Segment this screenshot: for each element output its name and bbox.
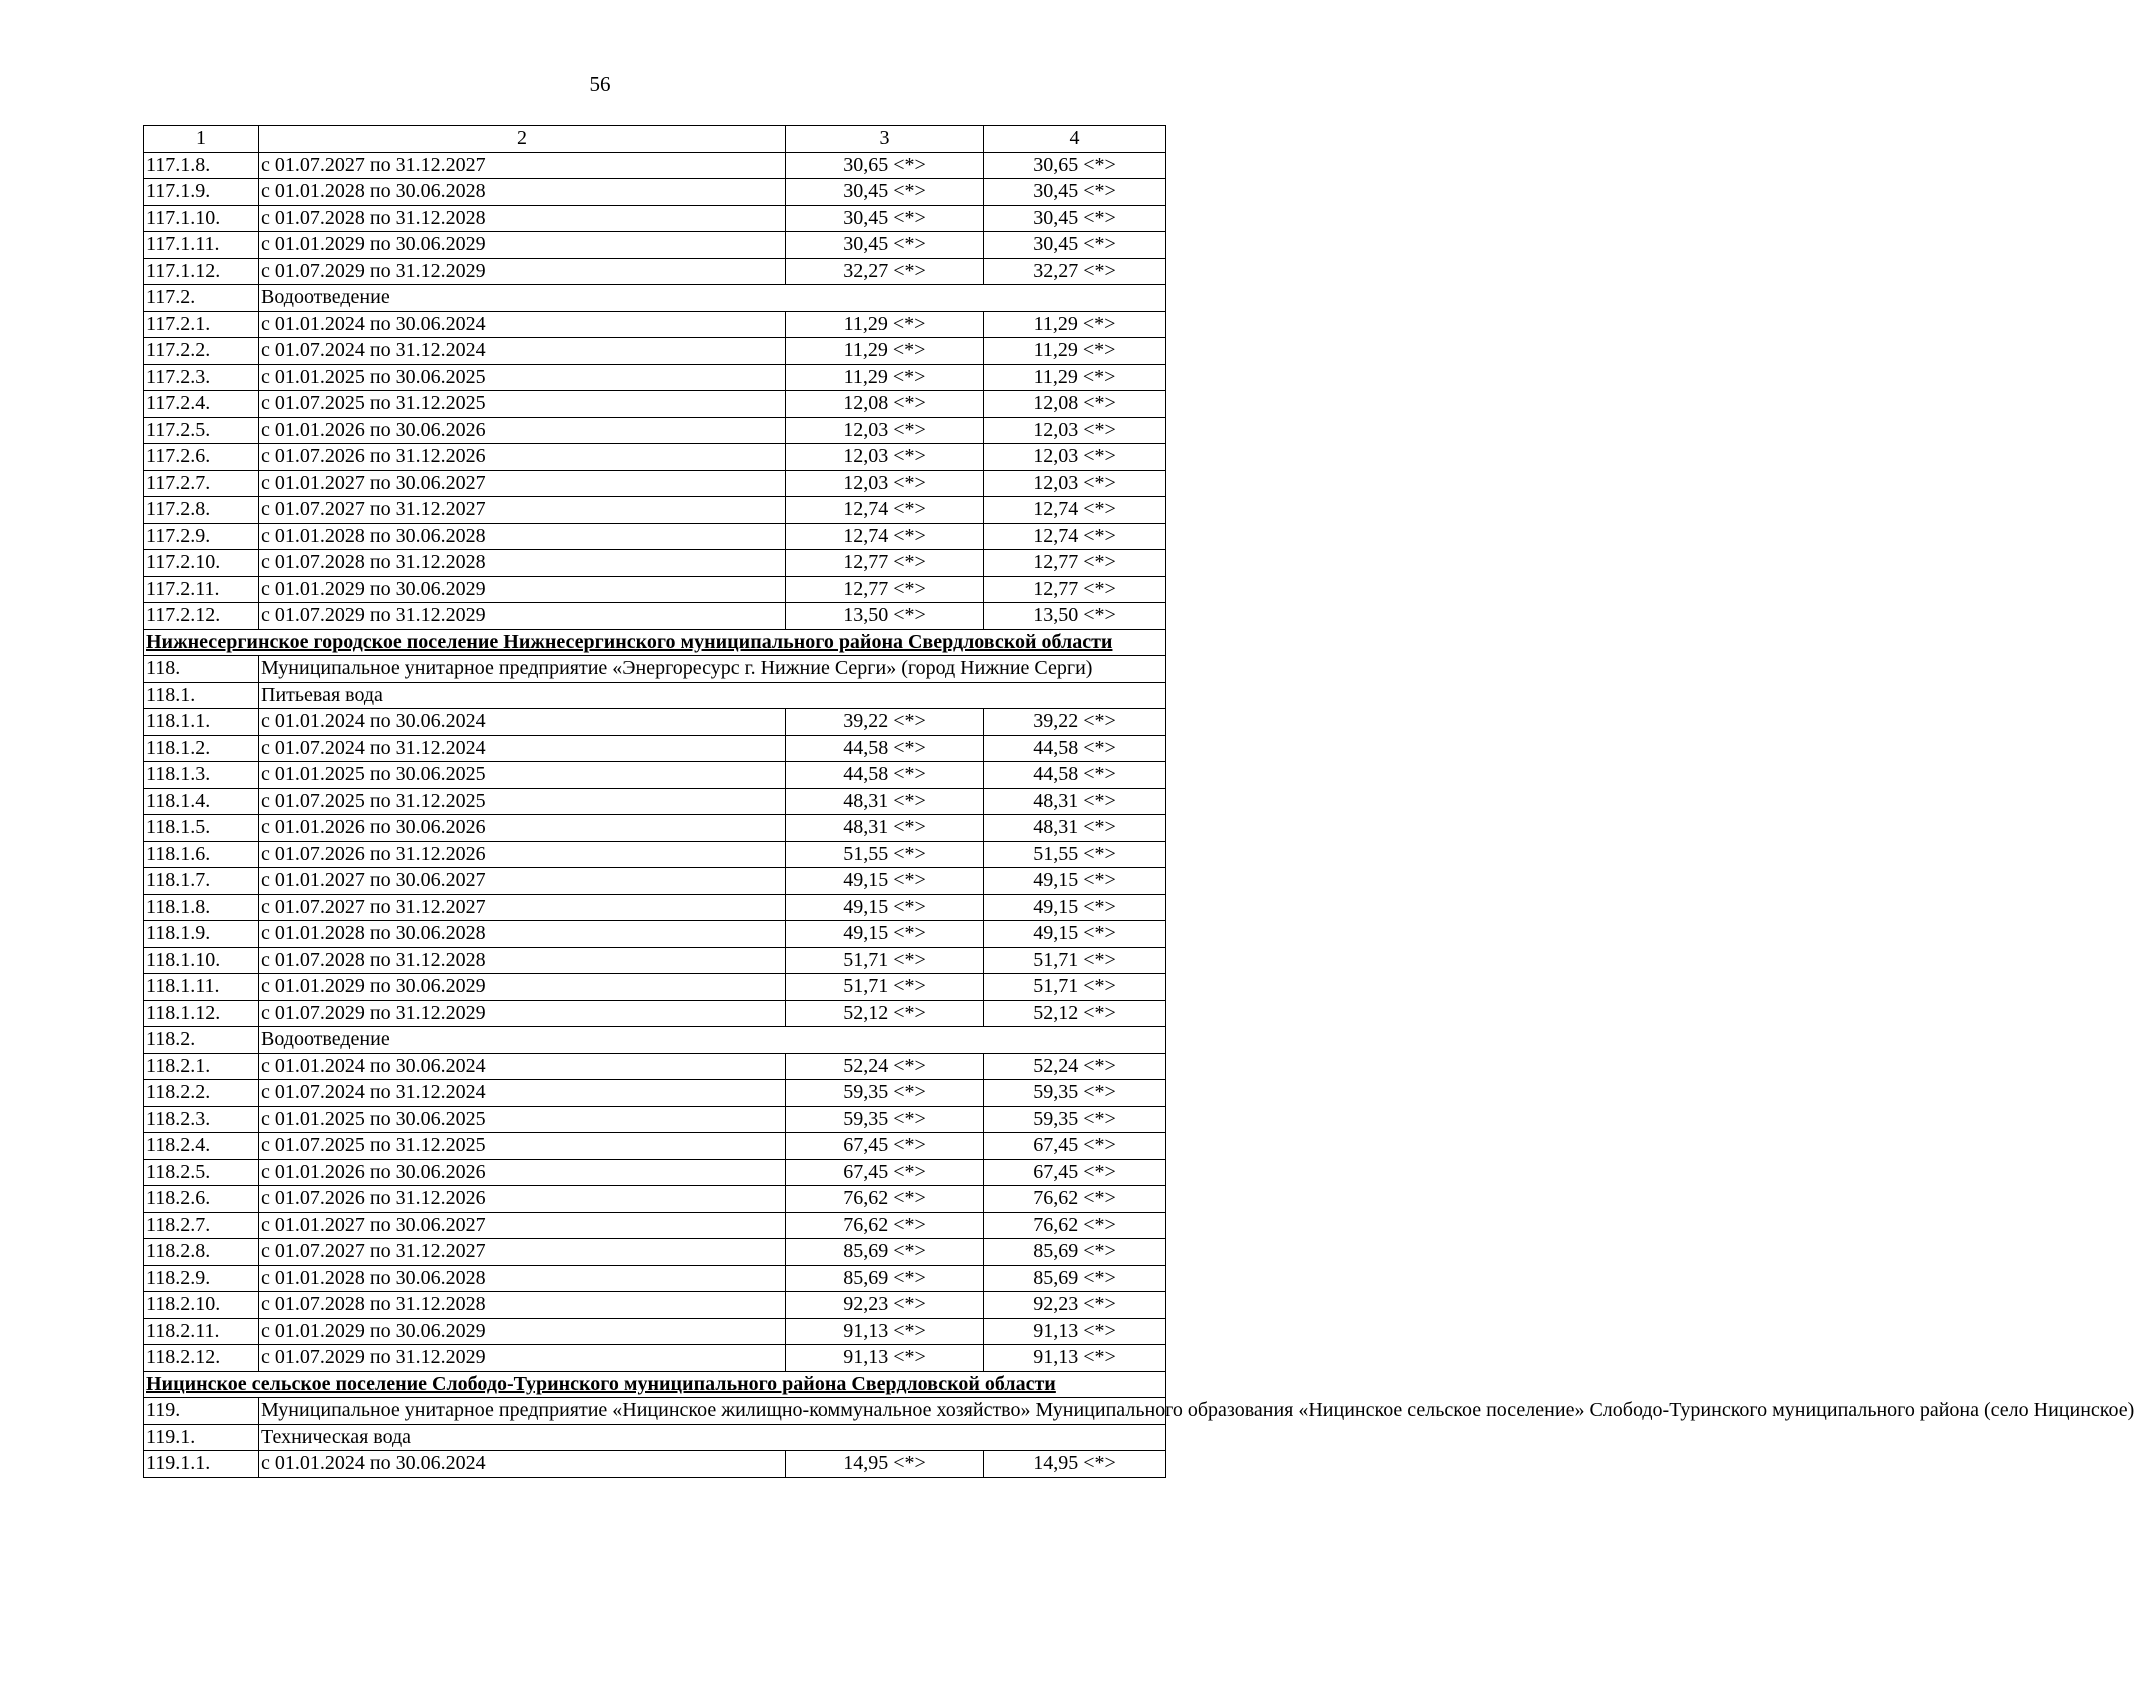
page-number: 56 (589, 72, 611, 96)
row-value-col4: 91,13 <*> (984, 1318, 1166, 1345)
row-value-col3: 52,24 <*> (786, 1053, 984, 1080)
row-value-col3: 85,69 <*> (786, 1239, 984, 1266)
settlement-heading: Ницинское сельское поселение Слободо-Туринского муниципального района Свердловской области (144, 1371, 1166, 1398)
row-value-col3: 51,55 <*> (786, 841, 984, 868)
row-value-col3: 49,15 <*> (786, 894, 984, 921)
row-number: 118.2.1. (144, 1053, 259, 1080)
row-value-col3: 12,08 <*> (786, 391, 984, 418)
row-value-col3: 44,58 <*> (786, 762, 984, 789)
table-row (144, 232, 1166, 259)
row-period: с 01.07.2026 по 31.12.2026 (259, 841, 786, 868)
row-number: 118.1.10. (144, 947, 259, 974)
table-row (144, 1080, 1166, 1107)
table-row (144, 205, 1166, 232)
row-value-col3: 30,45 <*> (786, 232, 984, 259)
row-number: 118.1.3. (144, 762, 259, 789)
row-period: с 01.07.2027 по 31.12.2027 (259, 152, 786, 179)
row-value-col3: 30,45 <*> (786, 205, 984, 232)
row-number: 118.2.3. (144, 1106, 259, 1133)
settlement-heading-row (144, 1371, 1166, 1398)
category-label: Техническая вода (259, 1424, 1166, 1451)
tariff-table (143, 125, 2134, 1478)
row-period: с 01.07.2025 по 31.12.2025 (259, 788, 786, 815)
row-value-col3: 52,12 <*> (786, 1000, 984, 1027)
row-number: 118.1.6. (144, 841, 259, 868)
row-value-col4: 67,45 <*> (984, 1133, 1166, 1160)
column-header: 3 (786, 126, 984, 153)
row-number: 118.2.12. (144, 1345, 259, 1372)
row-number: 117.2.3. (144, 364, 259, 391)
row-value-col4: 44,58 <*> (984, 735, 1166, 762)
row-value-col4: 59,35 <*> (984, 1080, 1166, 1107)
row-number: 118. (144, 656, 259, 683)
table-row (144, 1212, 1166, 1239)
row-value-col3: 76,62 <*> (786, 1212, 984, 1239)
row-value-col4: 12,03 <*> (984, 417, 1166, 444)
row-number: 118.1.1. (144, 709, 259, 736)
row-number: 118.2.7. (144, 1212, 259, 1239)
row-value-col3: 12,77 <*> (786, 576, 984, 603)
row-number: 117.2. (144, 285, 259, 312)
row-value-col3: 30,45 <*> (786, 179, 984, 206)
row-value-col3: 49,15 <*> (786, 868, 984, 895)
row-period: с 01.07.2027 по 31.12.2027 (259, 1239, 786, 1266)
row-period: с 01.01.2024 по 30.06.2024 (259, 709, 786, 736)
row-number: 119. (144, 1398, 259, 1425)
row-number: 117.2.2. (144, 338, 259, 365)
row-number: 117.2.10. (144, 550, 259, 577)
row-value-col3: 91,13 <*> (786, 1318, 984, 1345)
row-value-col4: 12,74 <*> (984, 523, 1166, 550)
row-value-col3: 13,50 <*> (786, 603, 984, 630)
row-value-col3: 32,27 <*> (786, 258, 984, 285)
row-period: с 01.07.2026 по 31.12.2026 (259, 444, 786, 471)
row-number: 117.2.9. (144, 523, 259, 550)
table-row (144, 576, 1166, 603)
row-value-col4: 11,29 <*> (984, 338, 1166, 365)
row-number: 118.2.10. (144, 1292, 259, 1319)
row-number: 118.1. (144, 682, 259, 709)
row-value-col4: 85,69 <*> (984, 1239, 1166, 1266)
row-period: с 01.01.2029 по 30.06.2029 (259, 232, 786, 259)
row-period: с 01.01.2027 по 30.06.2027 (259, 470, 786, 497)
row-value-col3: 85,69 <*> (786, 1265, 984, 1292)
table-row (144, 603, 1166, 630)
table-row (144, 735, 1166, 762)
row-value-col4: 67,45 <*> (984, 1159, 1166, 1186)
category-row (144, 682, 1166, 709)
table-row (144, 1345, 1166, 1372)
row-value-col4: 12,08 <*> (984, 391, 1166, 418)
row-number: 117.2.7. (144, 470, 259, 497)
row-value-col4: 30,45 <*> (984, 179, 1166, 206)
row-number: 118.1.7. (144, 868, 259, 895)
row-value-col4: 51,71 <*> (984, 974, 1166, 1001)
table-row (144, 921, 1166, 948)
row-value-col3: 76,62 <*> (786, 1186, 984, 1213)
row-period: с 01.01.2027 по 30.06.2027 (259, 868, 786, 895)
row-value-col3: 14,95 <*> (786, 1451, 984, 1478)
row-value-col4: 39,22 <*> (984, 709, 1166, 736)
table-row (144, 258, 1166, 285)
row-value-col3: 49,15 <*> (786, 921, 984, 948)
row-value-col4: 12,77 <*> (984, 576, 1166, 603)
table-row (144, 894, 1166, 921)
row-period: с 01.07.2027 по 31.12.2027 (259, 894, 786, 921)
row-value-col4: 14,95 <*> (984, 1451, 1166, 1478)
row-number: 118.1.9. (144, 921, 259, 948)
column-header: 1 (144, 126, 259, 153)
row-value-col4: 49,15 <*> (984, 894, 1166, 921)
row-value-col3: 51,71 <*> (786, 974, 984, 1001)
row-value-col4: 76,62 <*> (984, 1186, 1166, 1213)
row-period: с 01.01.2026 по 30.06.2026 (259, 815, 786, 842)
category-row (144, 285, 1166, 312)
row-number: 118.1.8. (144, 894, 259, 921)
category-row (144, 1027, 1166, 1054)
row-number: 117.2.1. (144, 311, 259, 338)
row-number: 117.2.4. (144, 391, 259, 418)
row-period: с 01.01.2027 по 30.06.2027 (259, 1212, 786, 1239)
column-header: 2 (259, 126, 786, 153)
row-period: с 01.07.2025 по 31.12.2025 (259, 391, 786, 418)
table-row (144, 1106, 1166, 1133)
row-value-col3: 67,45 <*> (786, 1133, 984, 1160)
table-row (144, 550, 1166, 577)
row-number: 118.1.4. (144, 788, 259, 815)
row-value-col4: 12,74 <*> (984, 497, 1166, 524)
table-header-row (144, 126, 1166, 153)
row-number: 118.1.12. (144, 1000, 259, 1027)
row-value-col3: 59,35 <*> (786, 1080, 984, 1107)
row-period: с 01.01.2029 по 30.06.2029 (259, 576, 786, 603)
row-period: с 01.07.2029 по 31.12.2029 (259, 603, 786, 630)
row-number: 118.1.5. (144, 815, 259, 842)
table-row (144, 470, 1166, 497)
table-row (144, 364, 1166, 391)
row-period: с 01.07.2025 по 31.12.2025 (259, 1133, 786, 1160)
row-value-col3: 39,22 <*> (786, 709, 984, 736)
row-value-col4: 49,15 <*> (984, 868, 1166, 895)
row-number: 119.1. (144, 1424, 259, 1451)
row-period: с 01.07.2026 по 31.12.2026 (259, 1186, 786, 1213)
row-number: 118.2.6. (144, 1186, 259, 1213)
table-row (144, 788, 1166, 815)
row-period: с 01.01.2026 по 30.06.2026 (259, 1159, 786, 1186)
row-number: 117.1.10. (144, 205, 259, 232)
row-value-col4: 49,15 <*> (984, 921, 1166, 948)
row-value-col3: 12,03 <*> (786, 470, 984, 497)
category-row (144, 1424, 1166, 1451)
row-period: с 01.07.2028 по 31.12.2028 (259, 947, 786, 974)
row-period: с 01.07.2024 по 31.12.2024 (259, 735, 786, 762)
row-number: 118.2.2. (144, 1080, 259, 1107)
row-value-col3: 44,58 <*> (786, 735, 984, 762)
row-period: с 01.07.2029 по 31.12.2029 (259, 1000, 786, 1027)
table-row (144, 311, 1166, 338)
table-row (144, 868, 1166, 895)
row-value-col3: 12,03 <*> (786, 444, 984, 471)
row-value-col4: 30,45 <*> (984, 205, 1166, 232)
row-number: 117.2.8. (144, 497, 259, 524)
table-row (144, 179, 1166, 206)
row-value-col3: 12,74 <*> (786, 497, 984, 524)
table-row (144, 1318, 1166, 1345)
category-row (144, 1398, 1166, 1425)
row-value-col4: 13,50 <*> (984, 603, 1166, 630)
row-value-col4: 59,35 <*> (984, 1106, 1166, 1133)
table-row (144, 391, 1166, 418)
row-number: 117.1.12. (144, 258, 259, 285)
row-value-col3: 91,13 <*> (786, 1345, 984, 1372)
category-label: Питьевая вода (259, 682, 1166, 709)
row-value-col4: 91,13 <*> (984, 1345, 1166, 1372)
row-value-col4: 32,27 <*> (984, 258, 1166, 285)
category-label: Водоотведение (259, 1027, 1166, 1054)
row-value-col3: 48,31 <*> (786, 788, 984, 815)
table-row (144, 444, 1166, 471)
table-row (144, 1053, 1166, 1080)
row-number: 118.2.5. (144, 1159, 259, 1186)
column-header: 4 (984, 126, 1166, 153)
row-period: с 01.07.2028 по 31.12.2028 (259, 1292, 786, 1319)
row-value-col4: 92,23 <*> (984, 1292, 1166, 1319)
row-number: 118.1.2. (144, 735, 259, 762)
table-row (144, 762, 1166, 789)
row-value-col4: 51,71 <*> (984, 947, 1166, 974)
row-value-col3: 59,35 <*> (786, 1106, 984, 1133)
row-value-col3: 48,31 <*> (786, 815, 984, 842)
row-number: 117.2.6. (144, 444, 259, 471)
row-value-col3: 12,03 <*> (786, 417, 984, 444)
category-label: Водоотведение (259, 285, 1166, 312)
category-label: Муниципальное унитарное предприятие «Ницинское жилищно-коммунальное хозяйство» Муниципального образования «Ницинское сельское поселение» Слободо-Туринского муниципального района (село Ницинское) (259, 1398, 1166, 1425)
row-number: 118.2.11. (144, 1318, 259, 1345)
table-row (144, 1133, 1166, 1160)
row-period: с 01.01.2028 по 30.06.2028 (259, 523, 786, 550)
row-period: с 01.01.2028 по 30.06.2028 (259, 921, 786, 948)
row-value-col4: 11,29 <*> (984, 364, 1166, 391)
table-row (144, 1239, 1166, 1266)
table-row (144, 417, 1166, 444)
table-row (144, 1451, 1166, 1478)
row-value-col3: 11,29 <*> (786, 364, 984, 391)
row-number: 118.2.9. (144, 1265, 259, 1292)
row-number: 117.1.8. (144, 152, 259, 179)
row-value-col3: 51,71 <*> (786, 947, 984, 974)
table-row (144, 1186, 1166, 1213)
row-value-col4: 85,69 <*> (984, 1265, 1166, 1292)
table-row (144, 1000, 1166, 1027)
row-number: 117.2.11. (144, 576, 259, 603)
settlement-heading-row (144, 629, 1166, 656)
row-value-col4: 30,45 <*> (984, 232, 1166, 259)
row-number: 118.1.11. (144, 974, 259, 1001)
row-number: 118.2. (144, 1027, 259, 1054)
row-value-col4: 44,58 <*> (984, 762, 1166, 789)
row-period: с 01.07.2024 по 31.12.2024 (259, 338, 786, 365)
table-row (144, 338, 1166, 365)
row-period: с 01.01.2029 по 30.06.2029 (259, 1318, 786, 1345)
row-number: 118.2.4. (144, 1133, 259, 1160)
table-row (144, 947, 1166, 974)
table-row (144, 709, 1166, 736)
row-period: с 01.01.2028 по 30.06.2028 (259, 1265, 786, 1292)
row-period: с 01.01.2029 по 30.06.2029 (259, 974, 786, 1001)
row-value-col4: 12,03 <*> (984, 444, 1166, 471)
row-number: 117.2.5. (144, 417, 259, 444)
settlement-heading: Нижнесергинское городское поселение Нижнесергинского муниципального района Свердловской области (144, 629, 1166, 656)
row-period: с 01.07.2029 по 31.12.2029 (259, 1345, 786, 1372)
row-period: с 01.07.2027 по 31.12.2027 (259, 497, 786, 524)
table-row (144, 841, 1166, 868)
row-value-col4: 48,31 <*> (984, 788, 1166, 815)
row-period: с 01.01.2028 по 30.06.2028 (259, 179, 786, 206)
table-row (144, 523, 1166, 550)
row-value-col3: 30,65 <*> (786, 152, 984, 179)
row-value-col4: 48,31 <*> (984, 815, 1166, 842)
row-period: с 01.01.2024 по 30.06.2024 (259, 311, 786, 338)
row-period: с 01.01.2026 по 30.06.2026 (259, 417, 786, 444)
row-value-col4: 30,65 <*> (984, 152, 1166, 179)
row-number: 118.2.8. (144, 1239, 259, 1266)
table-row (144, 974, 1166, 1001)
row-value-col3: 67,45 <*> (786, 1159, 984, 1186)
row-value-col4: 51,55 <*> (984, 841, 1166, 868)
row-value-col4: 12,03 <*> (984, 470, 1166, 497)
row-number: 117.1.11. (144, 232, 259, 259)
row-value-col4: 52,12 <*> (984, 1000, 1166, 1027)
row-value-col4: 76,62 <*> (984, 1212, 1166, 1239)
row-value-col3: 11,29 <*> (786, 311, 984, 338)
row-period: с 01.01.2024 по 30.06.2024 (259, 1053, 786, 1080)
table-row (144, 1159, 1166, 1186)
table-row (144, 1265, 1166, 1292)
row-value-col4: 52,24 <*> (984, 1053, 1166, 1080)
row-value-col4: 12,77 <*> (984, 550, 1166, 577)
row-period: с 01.07.2029 по 31.12.2029 (259, 258, 786, 285)
row-period: с 01.01.2025 по 30.06.2025 (259, 1106, 786, 1133)
category-label: Муниципальное унитарное предприятие «Энергоресурс г. Нижние Серги» (город Нижние Серги) (259, 656, 1166, 683)
row-number: 117.2.12. (144, 603, 259, 630)
row-period: с 01.01.2025 по 30.06.2025 (259, 762, 786, 789)
table-row (144, 497, 1166, 524)
row-period: с 01.07.2028 по 31.12.2028 (259, 205, 786, 232)
table-row (144, 1292, 1166, 1319)
row-value-col4: 11,29 <*> (984, 311, 1166, 338)
row-number: 117.1.9. (144, 179, 259, 206)
row-period: с 01.07.2024 по 31.12.2024 (259, 1080, 786, 1107)
row-period: с 01.07.2028 по 31.12.2028 (259, 550, 786, 577)
row-value-col3: 11,29 <*> (786, 338, 984, 365)
table-row (144, 152, 1166, 179)
row-period: с 01.01.2025 по 30.06.2025 (259, 364, 786, 391)
row-value-col3: 12,74 <*> (786, 523, 984, 550)
row-value-col3: 12,77 <*> (786, 550, 984, 577)
row-number: 119.1.1. (144, 1451, 259, 1478)
table-row (144, 815, 1166, 842)
row-period: с 01.01.2024 по 30.06.2024 (259, 1451, 786, 1478)
category-row (144, 656, 1166, 683)
row-value-col3: 92,23 <*> (786, 1292, 984, 1319)
